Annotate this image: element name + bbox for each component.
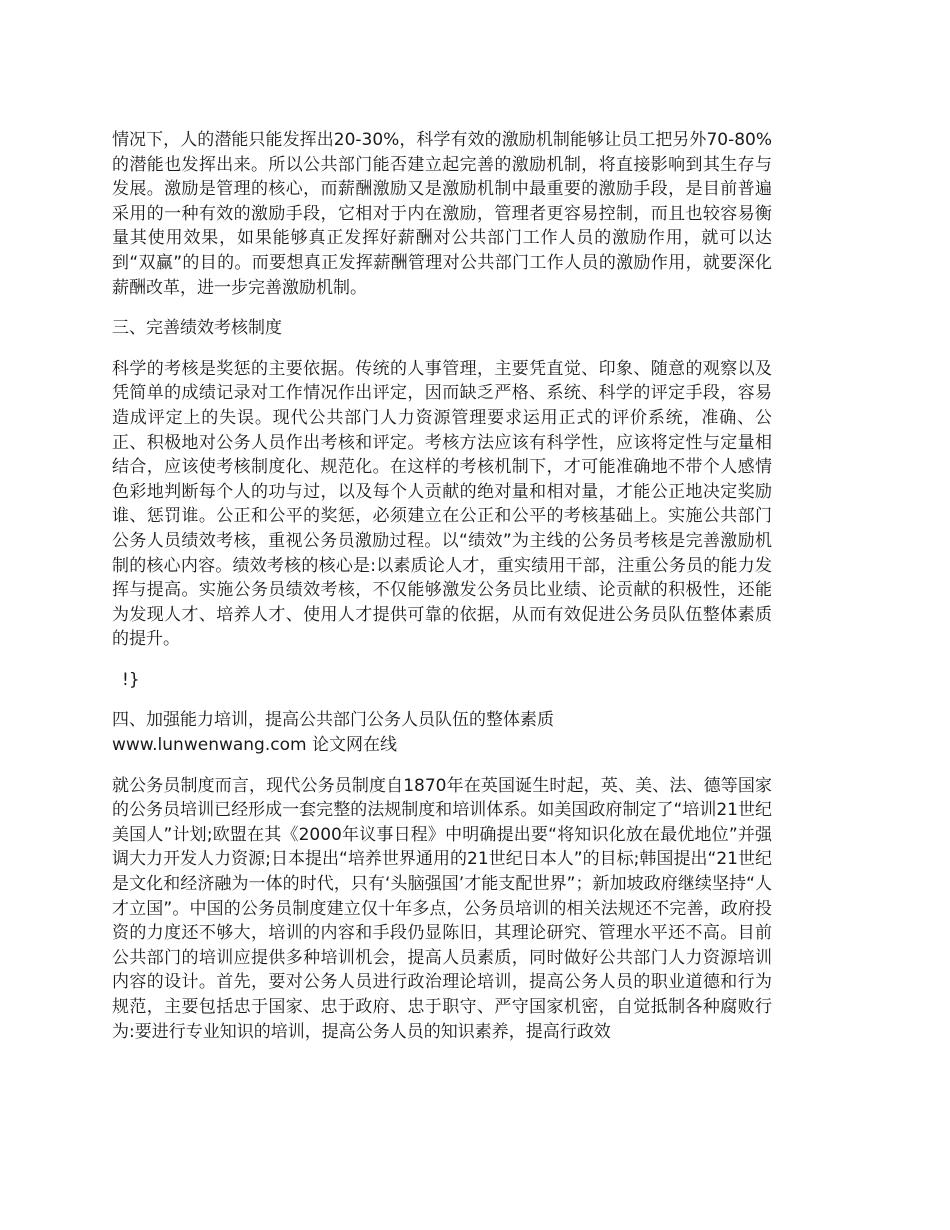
source-line: www.lunwenwang.com 论文网在线 — [112, 735, 397, 756]
spacer — [112, 652, 772, 668]
spacer — [112, 300, 772, 316]
body-paragraph-incentive: 情况下，人的潜能只能发挥出20-30%，科学有效的激励机制能够让员工把另外70-80%的潜能也发挥出来。所以公共部门能否建立起完善的激励机制，将直接影响到其生存与发展。激励是管理的核心，而薪酬激励又是激励机制中最重要的激励手段，是目前普遍采用的一种有效的激励手段，它相对于内在激励，管理者更容易控制，而且也较容易衡量其使用效果，如果能够真正发挥好薪酬对公共部门工作人员的激励作用，就可以达到“双赢”的目的。而要想真正发挥薪酬管理对公共部门工作人员的激励作用，就要深化薪酬改革，进一步完善激励机制。 — [112, 130, 772, 298]
body-paragraph-training: 就公务员制度而言，现代公务员制度自1870年在英国诞生时起，英、美、法、德等国家的公务员培训已经形成一套完整的法规制度和培训体系。如美国政府制定了“培训21世纪美国人”计划;欧盟在其《2000年议事日程》中明确提出要“将知识化放在最优地位”并强调大力开发人力资源;日本提出“培养世界通用的21世纪日本人”的目标;韩国提出“21世纪是文化和经济融为一体的时代，只有‘头脑强国’才能支配世界”；新加坡政府继续坚持“人才立国”。中国的公务员制度建立仅十年多点，公务员培训的相关法规还不完善，政府投资的力度还不够大，培训的内容和手段仍显陈旧，其理论研究、管理水平还不高。目前公共部门的培训应提供多种培训机会，提高人员素质，同时做好公共部门人力资源培训内容的设计。首先，要对公务人员进行政治理论培训，提高公务人员的职业道德和行为规范，主要包括忠于国家、忠于政府、忠于职守、严守国家机密，自觉抵制各种腐败行为:要进行专业知识的培训，提高公务人员的知识素养，提高行政效 — [112, 775, 772, 1042]
document-page — [112, 128, 772, 1044]
spacer — [112, 341, 772, 357]
body-paragraph-appraisal: 科学的考核是奖惩的主要依据。传统的人事管理，主要凭直觉、印象、随意的观察以及凭简单的成绩记录对工作情况作出评定，因而缺乏严格、系统、科学的评定手段，容易造成评定上的失误。现代公共部门人力资源管理要求运用正式的评价系统，准确、公正、积极地对公务人员作出考核和评定。考核方法应该有科学性，应该将定性与定量相结合，应该使考核制度化、规范化。在这样的考核机制下，才可能准确地不带个人感情色彩地判断每个人的功与过，以及每个人贡献的绝对量和相对量，才能公正地决定奖励谁、惩罚谁。公正和公平的奖惩，必须建立在公正和公平的考核基础上。实施公共部门公务人员绩效考核，重视公务员激励过程。以“绩效”为主线的公务员考核是完善激励机制的核心内容。绩效考核的核心是:以素质论人才，重实绩用干部，注重公务员的能力发挥与提高。实施公务员绩效考核，不仅能够激发公务员比业绩、论贡献的积极性，还能为发现人才、培养人才、使用人才提供可靠的依据，从而有效促进公务员队伍整体素质的提升。 — [112, 358, 772, 650]
stray-marker: !} — [122, 669, 140, 690]
section-heading-3: 三、完善绩效考核制度 — [112, 318, 282, 339]
spacer — [112, 758, 772, 774]
spacer — [112, 692, 772, 708]
section-heading-4: 四、加强能力培训，提高公共部门公务人员队伍的整体素质 — [112, 710, 554, 731]
